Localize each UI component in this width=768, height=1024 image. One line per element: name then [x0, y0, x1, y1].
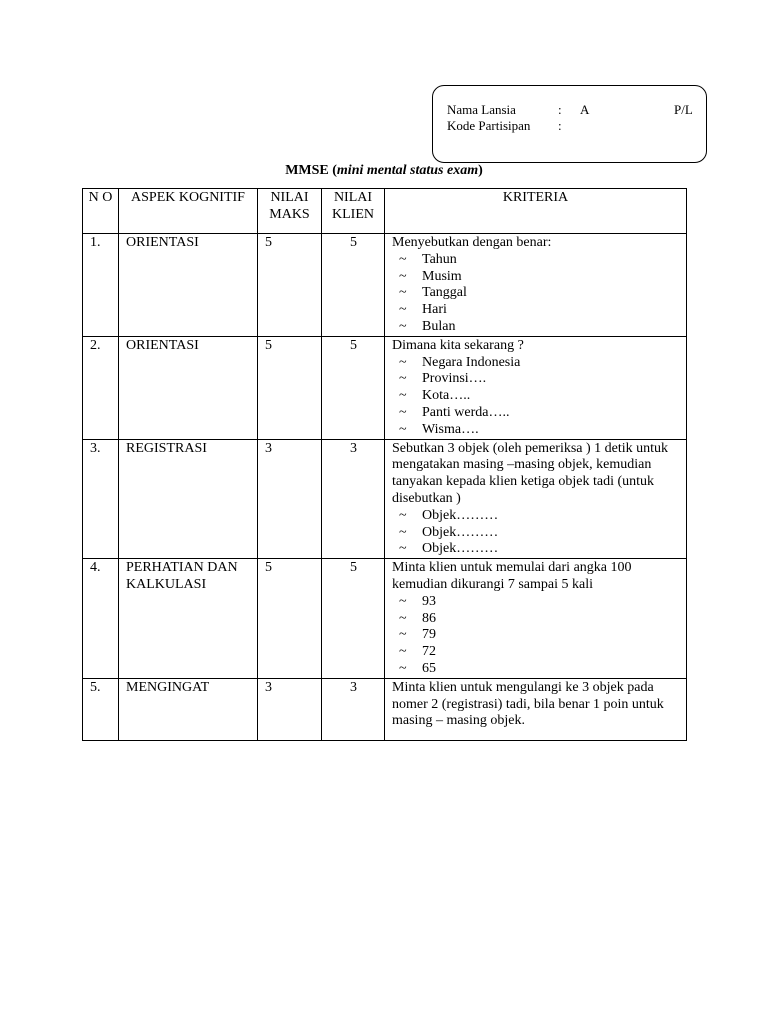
- tilde-bullet-icon: ~: [399, 660, 407, 676]
- kriteria-list: [392, 508, 680, 558]
- list-item: [392, 644, 680, 661]
- name-value: A: [580, 102, 590, 117]
- tilde-bullet-icon: ~: [399, 285, 407, 301]
- name-colon: :: [558, 102, 562, 117]
- cell-kriteria: [385, 336, 687, 439]
- cell-nilai-maks: 5: [258, 336, 322, 439]
- list-item-text: 93: [422, 593, 436, 609]
- list-item: [392, 405, 680, 422]
- list-item: [392, 302, 680, 319]
- gender-field: P/L: [674, 102, 693, 117]
- header-nilai-maks: NILAI MAKS: [258, 189, 322, 234]
- list-item: [392, 371, 680, 388]
- kriteria-list: [392, 252, 680, 336]
- table-row: [83, 336, 687, 439]
- cell-no: 4.: [83, 559, 119, 679]
- cell-no: 2.: [83, 336, 119, 439]
- list-item: [392, 627, 680, 644]
- tilde-bullet-icon: ~: [399, 251, 407, 267]
- table-row: [83, 559, 687, 679]
- list-item: [392, 355, 680, 372]
- kriteria-text: Sebutkan 3 objek (oleh pemeriksa ) 1 detik untuk mengatakan masing –masing objek, kemudian tanyakan kepada klien ketiga objek tadi (untuk disebutkan ): [392, 440, 669, 506]
- list-item: [392, 269, 680, 286]
- cell-aspek: REGISTRASI: [119, 439, 258, 559]
- list-item-text: 86: [422, 610, 436, 626]
- title-end: ): [478, 163, 483, 178]
- table-row: [83, 234, 687, 337]
- list-item: [392, 252, 680, 269]
- cell-no: 1.: [83, 234, 119, 337]
- tilde-bullet-icon: ~: [399, 318, 407, 334]
- list-item: [392, 508, 680, 525]
- header-nilai-klien: NILAI KLIEN: [322, 189, 385, 234]
- list-item: [392, 611, 680, 628]
- list-item-text: 72: [422, 644, 436, 660]
- page-title: [0, 163, 768, 179]
- list-item-text: Hari: [422, 302, 447, 318]
- list-item-text: 79: [422, 627, 436, 643]
- name-label: Nama Lansia: [447, 102, 516, 117]
- list-item-text: Negara Indonesia: [422, 354, 521, 370]
- cell-no: 3.: [83, 439, 119, 559]
- cell-nilai-klien: 5: [322, 559, 385, 679]
- header-no: N O: [83, 189, 119, 234]
- cell-nilai-klien: 5: [322, 234, 385, 337]
- cell-kriteria: [385, 559, 687, 679]
- tilde-bullet-icon: ~: [399, 354, 407, 370]
- cell-nilai-klien: 3: [322, 678, 385, 740]
- tilde-bullet-icon: ~: [399, 541, 407, 557]
- cell-nilai-klien: 5: [322, 336, 385, 439]
- list-item: [392, 319, 680, 336]
- cell-aspek: MENGINGAT: [119, 678, 258, 740]
- list-item-text: Objek………: [422, 541, 499, 557]
- list-item: [392, 525, 680, 542]
- cell-nilai-maks: 3: [258, 678, 322, 740]
- kriteria-list: [392, 594, 680, 678]
- participant-info-box: [432, 85, 707, 163]
- list-item-text: Objek………: [422, 507, 499, 523]
- tilde-bullet-icon: ~: [399, 524, 407, 540]
- table-row: [83, 439, 687, 559]
- cell-kriteria: [385, 678, 687, 740]
- tilde-bullet-icon: ~: [399, 610, 407, 626]
- list-item-text: Objek………: [422, 524, 499, 540]
- kriteria-list: [392, 355, 680, 439]
- tilde-bullet-icon: ~: [399, 302, 407, 318]
- list-item-text: Musim: [422, 268, 462, 284]
- cell-aspek: PERHATIAN DAN KALKULASI: [119, 559, 258, 679]
- tilde-bullet-icon: ~: [399, 388, 407, 404]
- kriteria-text: Minta klien untuk mengulangi ke 3 objek pada nomer 2 (registrasi) tadi, bila benar 1 poin untuk masing – masing objek.: [392, 679, 664, 729]
- list-item-text: Provinsi….: [422, 371, 487, 387]
- code-label: Kode Partisipan: [447, 118, 531, 133]
- list-item: [392, 661, 680, 678]
- header-kriteria: KRITERIA: [385, 189, 687, 234]
- cell-no: 5.: [83, 678, 119, 740]
- list-item-text: Kota…..: [422, 388, 471, 404]
- tilde-bullet-icon: ~: [399, 421, 407, 437]
- header-aspek: ASPEK KOGNITIF: [119, 189, 258, 234]
- list-item-text: Wisma….: [422, 421, 479, 437]
- list-item: [392, 541, 680, 558]
- cell-nilai-maks: 3: [258, 439, 322, 559]
- table-body: [83, 234, 687, 741]
- cell-aspek: ORIENTASI: [119, 336, 258, 439]
- list-item: [392, 594, 680, 611]
- tilde-bullet-icon: ~: [399, 268, 407, 284]
- mmse-table: [82, 188, 687, 741]
- list-item: [392, 388, 680, 405]
- tilde-bullet-icon: ~: [399, 627, 407, 643]
- kriteria-text: Dimana kita sekarang ?: [392, 337, 524, 353]
- cell-kriteria: [385, 439, 687, 559]
- title-italic: mini mental status exam: [336, 163, 479, 178]
- list-item: [392, 285, 680, 302]
- tilde-bullet-icon: ~: [399, 507, 407, 523]
- tilde-bullet-icon: ~: [399, 404, 407, 420]
- title-main: MMSE (: [285, 163, 337, 178]
- cell-aspek: ORIENTASI: [119, 234, 258, 337]
- list-item-text: 65: [422, 660, 436, 676]
- list-item-text: Tahun: [422, 251, 457, 267]
- table-header-row: [83, 189, 687, 234]
- kriteria-text: Menyebutkan dengan benar:: [392, 235, 552, 250]
- list-item: [392, 422, 680, 439]
- code-colon: :: [558, 118, 562, 133]
- cell-kriteria: [385, 234, 687, 337]
- list-item-text: Bulan: [422, 318, 456, 334]
- cell-nilai-klien: 3: [322, 439, 385, 559]
- cell-nilai-maks: 5: [258, 559, 322, 679]
- table-row: [83, 678, 687, 740]
- list-item-text: Tanggal: [422, 285, 467, 301]
- tilde-bullet-icon: ~: [399, 371, 407, 387]
- list-item-text: Panti werda…..: [422, 404, 510, 420]
- cell-nilai-maks: 5: [258, 234, 322, 337]
- tilde-bullet-icon: ~: [399, 593, 407, 609]
- tilde-bullet-icon: ~: [399, 644, 407, 660]
- kriteria-text: Minta klien untuk memulai dari angka 100 kemudian dikurangi 7 sampai 5 kali: [392, 560, 632, 592]
